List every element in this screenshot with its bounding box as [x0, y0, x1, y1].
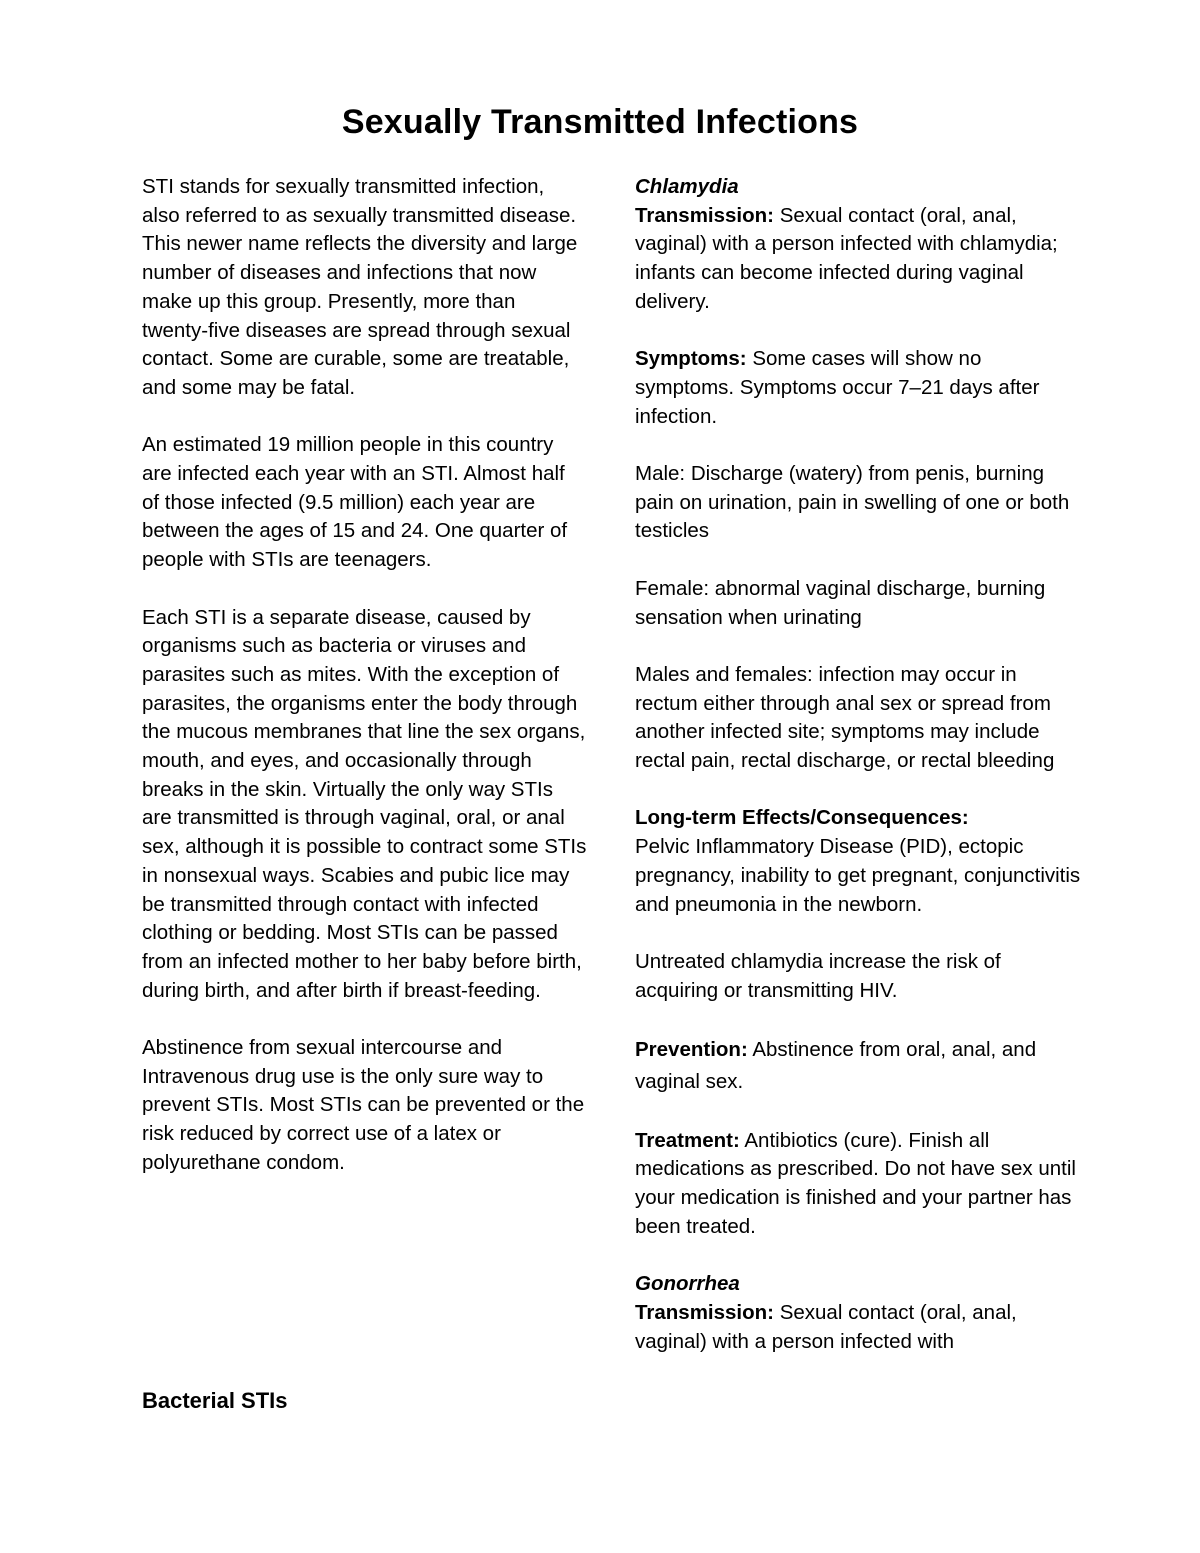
transmission-text: Sexual contact (oral, anal, vaginal) with a person infected with [635, 1300, 1017, 1353]
chlamydia-female-symptoms: Female: abnormal vaginal discharge, burning sensation when urinating [635, 576, 1046, 629]
chlamydia-hiv-risk: Untreated chlamydia increase the risk of acquiring or transmitting HIV. [635, 949, 1001, 1002]
gonorrhea-section [635, 1270, 1085, 1356]
intro-paragraph: STI stands for sexually transmitted infection, also referred to as sexually transmitted disease. This newer name reflects the diversity and large number of diseases and infections that now make up this group. Presently, more than twenty-five diseases are spread through sexual contact. Some are curable, some are treatable, and some may be fatal. [142, 175, 578, 399]
treatment-label: Treatment: [635, 1128, 740, 1152]
transmission-overview-paragraph: Each STI is a separate disease, caused by organisms such as bacteria or viruses and parasites such as mites. With the exception of parasites, the organisms enter the body through the mucous membranes that line the sex organs, mouth, and eyes, and occasionally through breaks in the skin. Virtually the only way STIs are transmitted is through vaginal, oral, or anal sex, although it is possible to contract some STIs in nonsexual ways. Scabies and pubic lice may be transmitted through contact with infected clothing or bedding. Most STIs can be passed from an infected mother to her baby before birth, during birth, and after birth if breast-feeding. [142, 605, 587, 1002]
chlamydia-treatment [635, 1127, 1085, 1242]
prevention-label: Prevention: [635, 1037, 748, 1061]
chlamydia-prevention [635, 1034, 1085, 1098]
intro-column [142, 173, 587, 1206]
transmission-label: Transmission: [635, 203, 774, 227]
longterm-label: Long-term Effects/Consequences: [635, 806, 969, 830]
prevention-text: Abstinence from oral, anal, and vaginal sex. [635, 1037, 1037, 1093]
gonorrhea-transmission [635, 1299, 1085, 1356]
chlamydia-male-symptoms: Male: Discharge (watery) from penis, burning pain on urination, pain in swelling of one or both testicles [635, 462, 1070, 543]
page-title: Sexually Transmitted Infections [341, 103, 859, 141]
chlamydia-transmission [635, 202, 1085, 317]
section-heading-bacterial-stis: Bacterial STIs [142, 1388, 288, 1413]
chlamydia-longterm [635, 804, 1085, 919]
chlamydia-symptoms [635, 345, 1085, 431]
treatment-text: Antibiotics (cure). Finish all medications as prescribed. Do not have sex until your medication is finished and your partner has been treated. [635, 1128, 1076, 1238]
symptoms-label: Symptoms: [635, 347, 747, 371]
transmission-label: Transmission: [635, 1300, 774, 1324]
chlamydia-section [635, 173, 1085, 1241]
chlamydia-both-symptoms: Males and females: infection may occur in rectum either through anal sex or spread from another infected site; symptoms may include rectal pain, rectal discharge, or rectal bleeding [635, 662, 1055, 772]
disease-column [635, 173, 1085, 1385]
statistics-paragraph: An estimated 19 million people in this country are infected each year with an STI. Almost half of those infected (9.5 million) each year are between the ages of 15 and 24. One quarter of people with STIs are teenagers. [142, 433, 568, 572]
prevention-overview-paragraph: Abstinence from sexual intercourse and Intravenous drug use is the only sure way to prevent STIs. Most STIs can be prevented or the risk reduced by correct use of a latex or polyurethane condom. [142, 1036, 585, 1174]
disease-name-chlamydia: Chlamydia [635, 175, 739, 198]
disease-name-gonorrhea: Gonorrhea [635, 1272, 740, 1296]
transmission-text: Sexual contact (oral, anal, vaginal) with a person infected with chlamydia; infants can become infected during vaginal delivery. [635, 203, 1058, 313]
longterm-text: Pelvic Inflammatory Disease (PID), ectopic pregnancy, inability to get pregnant, conjunctivitis and pneumonia in the newborn. [635, 835, 1081, 916]
symptoms-text: Some cases will show no symptoms. Symptoms occur 7–21 days after infection. [635, 347, 1040, 428]
